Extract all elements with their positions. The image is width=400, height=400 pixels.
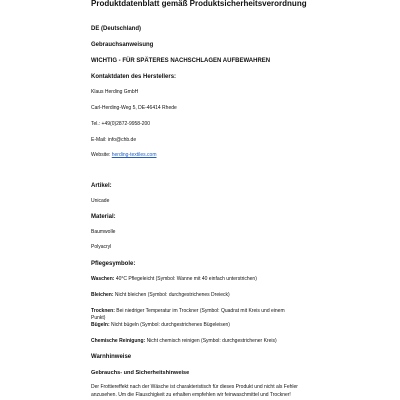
care-ironing — [91, 323, 230, 329]
care-chemical-text: Nicht chemisch reinigen (Symbol: durchgestrichener Kreis) — [145, 338, 277, 344]
warnings-heading: Warnhinweise — [91, 354, 132, 360]
manufacturer-name: Klaus Herding GmbH — [91, 89, 139, 95]
important-notice: WICHTIG - FÜR SPÄTERES NACHSCHLAGEN AUFBEWAHREN — [91, 58, 271, 64]
care-drying-text: Bei niedriger Temperatur im Trockner (Symbol: Quadrat mit Kreis und einem — [114, 308, 285, 314]
article-value: Unicade — [91, 198, 110, 204]
manufacturer-heading: Kontaktdaten des Herstellers: — [91, 74, 177, 80]
warnings-text-line: Der Frottiereffekt nach der Wäsche ist charakteristisch für dieses Produkt und nicht als Fehler — [91, 384, 298, 390]
usage-heading: Gebrauchsanweisung — [91, 42, 154, 48]
care-washing-text: 40°C Pflegeleicht (Symbol: Wanne mit 40 einfach unterstrichen) — [114, 276, 257, 282]
care-ironing-label: Bügeln: — [91, 322, 110, 328]
care-washing — [91, 277, 257, 283]
care-chemical-label: Chemische Reinigung: — [91, 338, 146, 344]
warnings-subheading: Gebrauchs- und Sicherheitshinweise — [91, 370, 190, 376]
website-label: Website: — [91, 152, 112, 158]
manufacturer-email: E-Mail: info@chb.de — [91, 137, 137, 143]
material-heading: Material: — [91, 214, 116, 220]
care-drying — [91, 309, 285, 315]
care-ironing-text: Nicht bügeln (Symbol: durchgestrichenes Bügeleisen) — [109, 322, 230, 328]
care-heading: Pflegesymbole: — [91, 261, 136, 267]
material-item: Polyacryl — [91, 244, 112, 250]
article-heading: Artikel: — [91, 183, 112, 189]
care-drying-label: Trocknen: — [91, 308, 115, 314]
material-item: Baumwolle — [91, 229, 116, 235]
care-drying-continuation: Punkt) — [91, 315, 106, 321]
care-bleaching-text: Nicht bleichen (Symbol: durchgestrichenes Dreieck) — [113, 292, 230, 298]
manufacturer-address: Carl-Herding-Weg 5, DE-46414 Rhede — [91, 105, 177, 111]
care-chemical — [91, 339, 277, 345]
manufacturer-website — [91, 153, 157, 159]
website-link[interactable]: herding-textiles.com — [111, 152, 157, 158]
page-title: Produktdatenblatt gemäß Produktsicherheitsverordnung — [91, 0, 307, 8]
care-washing-label: Waschen: — [91, 276, 115, 282]
warnings-text-line: anzusehen. Um die Flauschigkeit zu erhalten empfehlen wir feinwaschmittel und Trockner! — [91, 392, 291, 398]
manufacturer-phone: Tel.: +49(0)2872-9958-200 — [91, 121, 151, 127]
care-bleaching-label: Bleichen: — [91, 292, 114, 298]
region-heading: DE (Deutschland) — [91, 26, 142, 32]
care-bleaching — [91, 293, 230, 299]
